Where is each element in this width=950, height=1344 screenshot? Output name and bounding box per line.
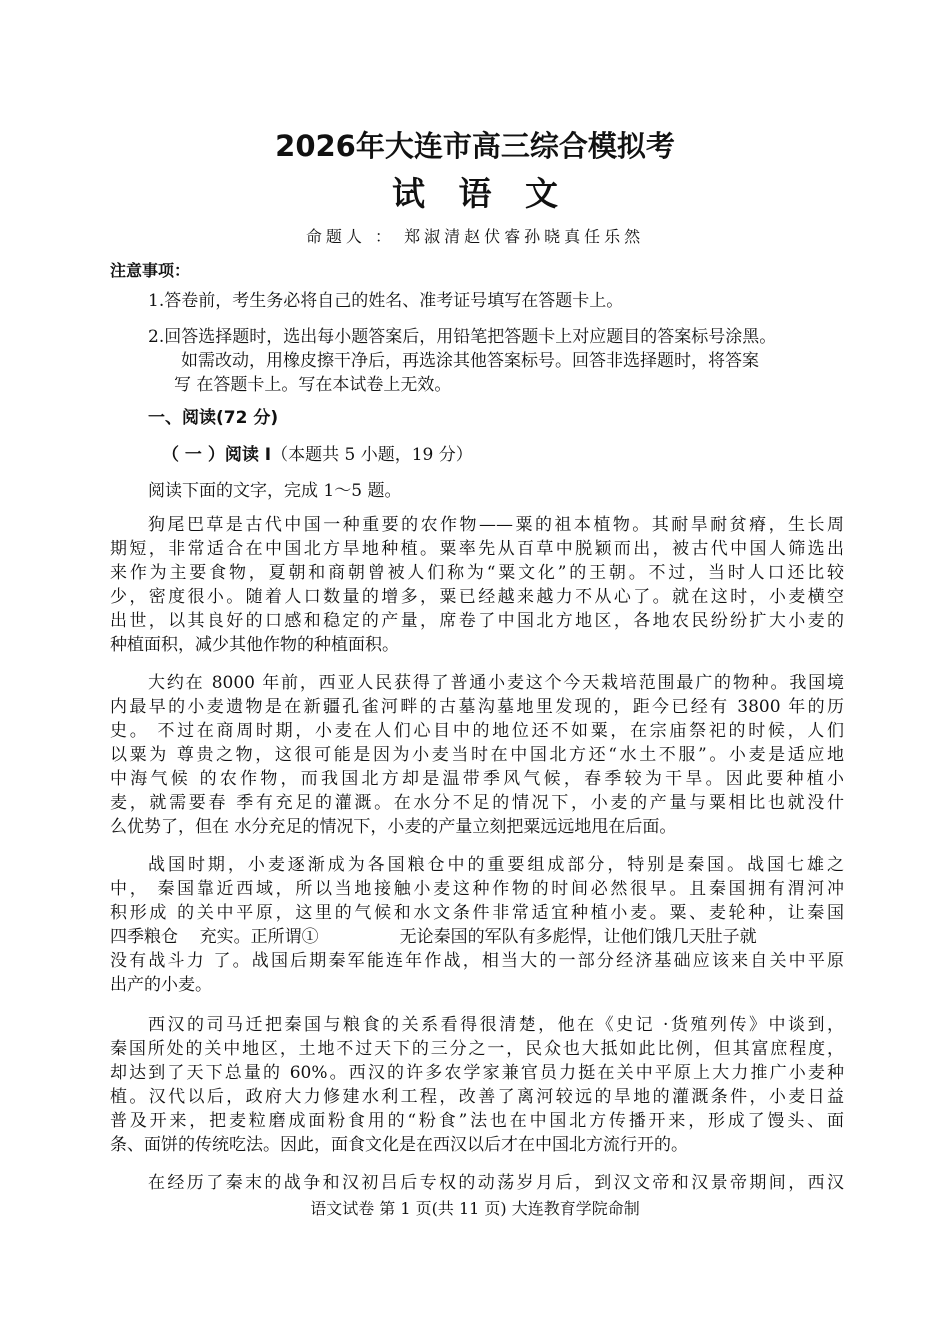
exam-title: 2026年大连市高三综合模拟考	[275, 129, 675, 163]
passage-line: 却达到了天下总量的 60%。西汉的许多农学家兼官员力挺在关中平原上大力推广小麦种	[110, 1063, 844, 1083]
sub-section-title: （ 一 ）阅读 I	[162, 445, 272, 465]
passage-line: 么优势了，但在 水分充足的情况下，小麦的产量立刻把粟远远地甩在后面。	[110, 817, 677, 837]
notice-item-2-cont2: 写 在答题卡上。写在本试卷上无效。	[174, 375, 452, 395]
notice-heading: 注意事项：	[110, 261, 191, 280]
sub-section-heading	[162, 444, 473, 466]
passage-line: 植。汉代以后，政府大力修建水利工程，改善了离河较远的旱地的灌溉条件，小麦日益	[110, 1087, 844, 1107]
passage-line: 积形成 的关中平原，这里的气候和水文条件非常适宜种植小麦。粟、麦轮种，让秦国	[110, 903, 844, 923]
passage-line: 内最早的小麦遗物是在新疆孔雀河畔的古墓沟墓地里发现的，距今已经有 3800 年的历	[110, 697, 844, 717]
authors-line: 命题人 ： 郑淑清赵伏睿孙晓真任乐然	[305, 227, 645, 246]
passage-line: 四季粮仓 充实。正所谓① 无论秦国的军队有多彪悍，让他们饿几天肚子就	[110, 927, 757, 947]
passage-line: 中， 秦国靠近西域，所以当地接触小麦这种作物的时间必然很早。且秦国拥有渭河冲	[110, 879, 844, 899]
passage-line: 大约在 8000 年前，西亚人民获得了普通小麦这个今天栽培范围最广的物种。我国境	[148, 673, 844, 693]
passage-line: 以粟为 尊贵之物，这很可能是因为小麦当时在中国北方还“水土不服”。小麦是适应地	[110, 745, 844, 765]
passage-line: 种植面积，减少其他作物的种植面积。	[110, 635, 399, 655]
notice-item-2: 2.回答选择题时，选出每小题答案后，用铅笔把答题卡上对应题目的答案标号涂黑。	[148, 327, 777, 347]
passage-line: 出产的小麦。	[110, 975, 212, 995]
sub-section-note: （本题共 5 小题，19 分）	[271, 445, 473, 465]
notice-item-1: 1.答卷前，考生务必将自己的姓名、准考证号填写在答题卡上。	[148, 291, 624, 311]
passage-line: 在经历了秦末的战争和汉初吕后专权的动荡岁月后，到汉文帝和汉景帝期间，西汉	[148, 1173, 844, 1193]
passage-line: 战国时期，小麦逐渐成为各国粮仓中的重要组成部分，特别是秦国。战国七雄之	[148, 855, 844, 875]
passage-line: 麦，就需要春 季有充足的灌溉。在水分不足的情况下，小麦的产量与粟相比也就没什	[110, 793, 844, 813]
notice-item-2-cont: 如需改动，用橡皮擦干净后，再选涂其他答案标号。回答非选择题时，将答案	[181, 351, 759, 371]
passage-line: 西汉的司马迁把秦国与粮食的关系看得很清楚，他在《史记 ·货殖列传》中谈到，	[148, 1015, 844, 1035]
passage-line: 少，密度很小。随着人口数量的增多，粟已经越来越力不从心了。就在这时，小麦横空	[110, 587, 844, 607]
passage-line: 没有战斗力 了。战国后期秦军能连年作战，相当大的一部分经济基础应该来自关中平原	[110, 951, 844, 971]
section-heading: 一、阅读(72 分)	[148, 408, 279, 428]
passage-line: 条、面饼的传统吃法。因此，面食文化是在西汉以后才在中国北方流行开的。	[110, 1135, 688, 1155]
subject-title: 试 语 文	[392, 174, 558, 213]
page-footer: 语文试卷 第 1 页(共 11 页) 大连教育学院命制	[310, 1199, 640, 1218]
passage-line: 普及开来，把麦粒磨成面粉食用的“粉食”法也在中国北方传播开来，形成了馒头、面	[110, 1111, 844, 1131]
passage-line: 狗尾巴草是古代中国一种重要的农作物——粟的祖本植物。其耐旱耐贫瘠，生长周	[148, 515, 844, 535]
passage-line: 期短，非常适合在中国北方旱地种植。粟率先从百草中脱颖而出，被古代中国人筛选出	[110, 539, 844, 559]
passage-line: 出世，以其良好的口感和稳定的产量，席卷了中国北方地区，各地农民纷纷扩大小麦的	[110, 611, 844, 631]
passage-line: 秦国所处的关中地区，土地不过天下的三分之一，民众也大抵如此比例，但其富庶程度，	[110, 1039, 844, 1059]
passage-line: 中海气候 的农作物，而我国北方却是温带季风气候，春季较为干旱。因此要种植小	[110, 769, 844, 789]
passage-line: 来作为主要食物，夏朝和商朝曾被人们称为“粟文化”的王朝。不过，当时人口还比较	[110, 563, 844, 583]
instruction: 阅读下面的文字，完成 1～5 题。	[148, 481, 402, 501]
passage-line: 史。 不过在商周时期，小麦在人们心目中的地位还不如粟，在宗庙祭祀的时候，人们	[110, 721, 844, 741]
